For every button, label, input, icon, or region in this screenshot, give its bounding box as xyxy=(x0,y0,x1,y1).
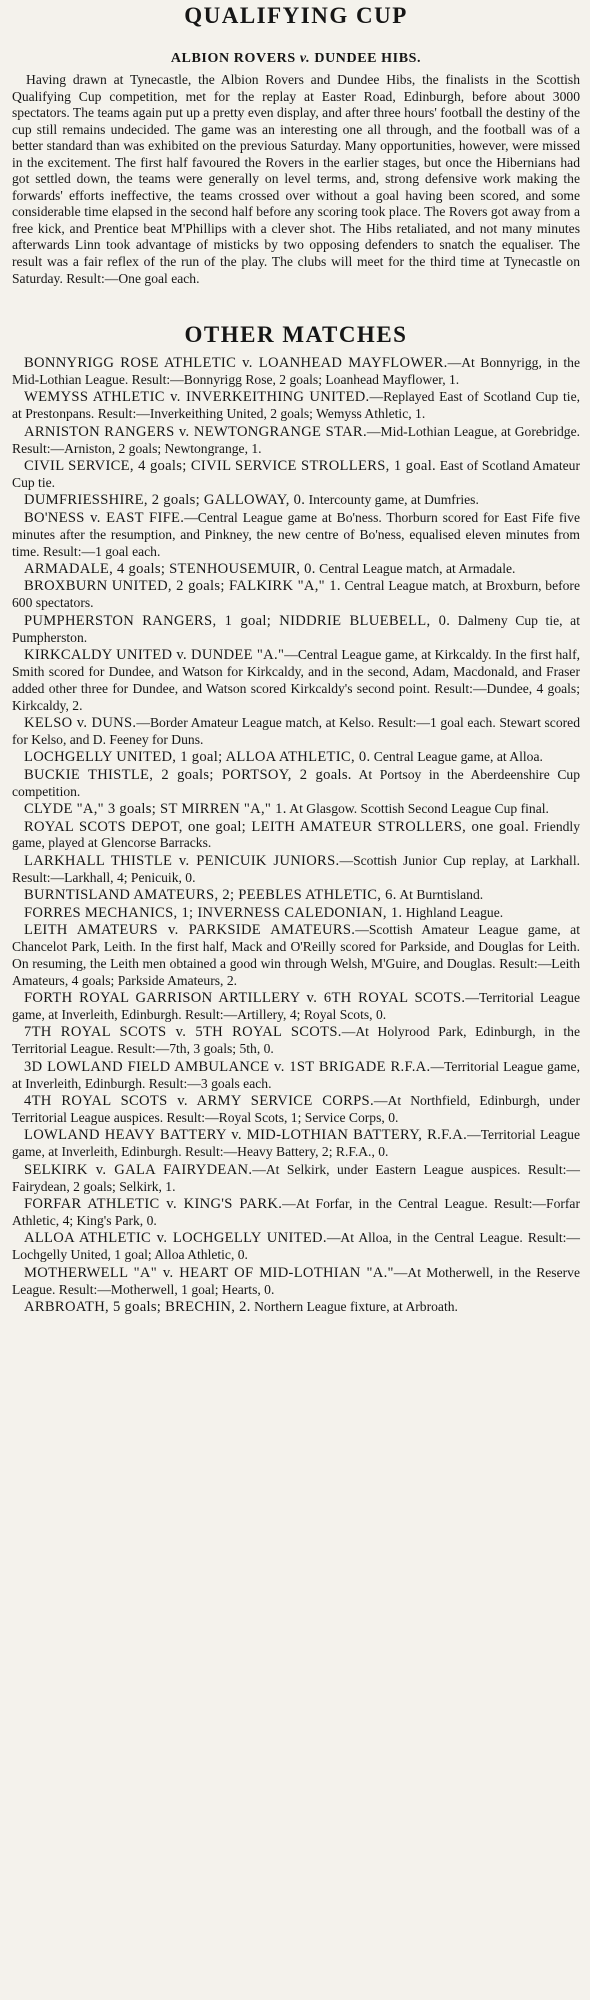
cup-match-away-team: DUNDEE HIBS. xyxy=(314,51,422,66)
match-result-details: —Replayed East of Scotland Cup tie, at Prestonpans. Result:—Inverkeithing United, 2 goals; Wemyss Athletic, 1. xyxy=(12,389,580,422)
match-result-details: —At Holyrood Park, Edinburgh, in the Territorial League. Result:—7th, 3 goals; 5th, 0. xyxy=(12,1024,581,1057)
match-result-item xyxy=(12,887,580,904)
match-result-teams: SELKIRK v. GALA FAIRYDEAN. xyxy=(24,1161,253,1178)
match-result-details: Friendly game, played at Glencorse Barracks. xyxy=(12,818,580,851)
match-result-teams: LOCHGELLY UNITED, 1 goal; ALLOA ATHLETIC, 0. xyxy=(24,749,371,766)
match-result-item xyxy=(12,1024,580,1058)
match-result-item xyxy=(12,1230,580,1264)
match-result-teams: PUMPHERSTON RANGERS, 1 goal; NIDDRIE BLUEBELL, 0. xyxy=(24,612,451,629)
match-result-details: —At Alloa, in the Central League. Result:—Lochgelly United, 1 goal; Alloa Athletic, 0. xyxy=(12,1230,580,1263)
cup-match-versus: v. xyxy=(299,51,311,66)
other-matches-heading: OTHER MATCHES xyxy=(184,322,408,348)
match-result-details: —Territorial League game, at Inverleith, Edinburgh. Result:—Heavy Battery, 2; R.F.A., 0. xyxy=(12,1127,580,1160)
match-result-item xyxy=(12,801,580,818)
match-result-teams: ARBROATH, 5 goals; BRECHIN, 2. xyxy=(24,1298,251,1315)
match-result-teams: KIRKCALDY UNITED v. DUNDEE "A." xyxy=(24,647,285,664)
match-result-item xyxy=(12,492,580,509)
match-result-details: —At Northfield, Edinburgh, under Territorial League auspices. Result:—Royal Scots, 1; Service Corps, 0. xyxy=(12,1093,580,1125)
match-result-teams: FORFAR ATHLETIC v. KING'S PARK. xyxy=(24,1196,283,1213)
qualifying-cup-heading: QUALIFYING CUP xyxy=(184,3,408,28)
match-result-teams: FORRES MECHANICS, 1; INVERNESS CALEDONIAN, 1. xyxy=(24,904,403,921)
match-result-item xyxy=(12,561,580,578)
match-result-details: Highland League. xyxy=(402,904,504,920)
match-result-teams: LOWLAND HEAVY BATTERY v. MID-LOTHIAN BATTERY, R.F.A. xyxy=(24,1127,468,1144)
match-result-item xyxy=(12,1162,580,1196)
match-result-item xyxy=(12,1196,580,1230)
match-result-item xyxy=(12,1127,580,1161)
match-result-item xyxy=(12,922,580,990)
match-result-teams: CLYDE "A," 3 goals; ST MIRREN "A," 1. xyxy=(24,801,287,818)
match-result-item xyxy=(12,578,580,612)
match-result-details: Central League game, at Alloa. xyxy=(370,749,543,765)
match-result-details: East of Scotland Amateur Cup tie. xyxy=(12,458,580,490)
match-result-teams: ARNISTON RANGERS v. NEWTONGRANGE STAR. xyxy=(24,423,367,440)
match-result-details: At Glasgow. Scottish Second League Cup final. xyxy=(286,801,549,817)
match-result-details: Northern League fixture, at Arbroath. xyxy=(250,1298,458,1314)
match-result-details: —At Bonnyrigg, in the Mid-Lothian League. Result:—Bonnyrigg Rose, 2 goals; Loanhead Mayflower, 1. xyxy=(12,355,580,388)
match-result-item xyxy=(12,1093,580,1127)
match-result-teams: MOTHERWELL "A" v. HEART OF MID-LOTHIAN "A." xyxy=(24,1264,394,1281)
match-result-item xyxy=(12,1299,580,1316)
match-result-details: —Mid-Lothian League, at Gorebridge. Result:—Arniston, 2 goals; Newtongrange, 1. xyxy=(12,423,580,456)
match-result-item xyxy=(12,715,580,749)
cup-match-report: Having drawn at Tynecastle, the Albion Rovers and Dundee Hibs, the finalists in the Scottish Qualifying Cup competition, met for the replay at Easter Road, Edinburgh, before about 3000 spectators. The teams again put up a pretty even display, and after three hours' football the destiny of the cup still remains undecided. The game was an interesting one all through, and the football was of a better standard than was exhibited on the previous Saturday. Many opportunities, however, were missed in the excitement. The first half favoured the Rovers in the earlier stages, but once the Hibernians had got settled down, the teams were generally on level terms, and, strong defensive work making the forwards' efforts ineffective, the teams crossed over without a goal having been scored, and some considerable time elapsed in the second half before any scoring took place. The Rovers got away from a free kick, and Prentice beat M'Phillips with a clever shot. The Hibs retaliated, and not many minutes afterwards Linn took advantage of misticks by two opposing defenders to snatch the equaliser. The result was a fair reflex of the run of the play. The clubs will meet for the third time at Tynecastle on Saturday. Result:—One goal each. xyxy=(12,72,580,286)
match-result-item xyxy=(12,355,580,389)
match-result-details: Dalmeny Cup tie, at Pumpherston. xyxy=(12,612,580,645)
cup-match-home-team: ALBION ROVERS xyxy=(170,51,296,66)
match-result-teams: ARMADALE, 4 goals; STENHOUSEMUIR, 0. xyxy=(24,560,316,577)
match-result-details: —Scottish Amateur League game, at Chancelot Park, Leith. In the first half, Mack and O'Reilly scored for Parkside, and Douglas for Leith. On resuming, the Leith men obtained a good win through Welsh, M'Guire, and Douglas. Result:—Leith Amateurs, 4 goals; Parkside Amateurs, 2. xyxy=(12,922,580,988)
match-result-teams: WEMYSS ATHLETIC v. INVERKEITHING UNITED. xyxy=(24,389,370,406)
match-result-details: —Central League game at Bo'ness. Thorburn scored for East Fife five minutes after the resumption, and Pinkney, the new centre of Bo'ness, equalised eleven minutes from time. Result:—1 goal each. xyxy=(12,509,580,559)
match-result-details: —Border Amateur League match, at Kelso. Result:—1 goal each. Stewart scored for Kelso, and D. Feeney for Duns. xyxy=(12,715,580,748)
match-result-teams: 3D LOWLAND FIELD AMBULANCE v. 1ST BRIGADE R.F.A. xyxy=(24,1058,431,1075)
match-result-teams: BO'NESS v. EAST FIFE. xyxy=(24,509,185,526)
match-result-teams: FORTH ROYAL GARRISON ARTILLERY v. 6TH ROYAL SCOTS. xyxy=(24,990,466,1007)
match-result-item xyxy=(12,389,580,423)
match-result-teams: KELSO v. DUNS. xyxy=(24,715,137,732)
match-result-item xyxy=(12,853,580,887)
match-result-details: Central League match, at Broxburn, before 600 spectators. xyxy=(12,578,580,611)
match-result-teams: DUMFRIESSHIRE, 2 goals; GALLOWAY, 0. xyxy=(24,492,306,509)
match-result-teams: LEITH AMATEURS v. PARKSIDE AMATEURS. xyxy=(24,922,356,939)
match-result-details: —Scottish Junior Cup replay, at Larkhall. Result:—Larkhall, 4; Penicuik, 0. xyxy=(12,852,580,885)
match-result-teams: BONNYRIGG ROSE ATHLETIC v. LOANHEAD MAYFLOWER. xyxy=(24,355,448,372)
match-result-details: —Central League game, at Kirkcaldy. In the first half, Smith scored for Dundee, and Watson for Kirkcaldy, and in the second, Adam, Macdonald, and Fraser added other three for Dundee, and Watson scored Kirkcaldy's second point. Result:—Dundee, 4 goals; Kirkcaldy, 2. xyxy=(12,647,580,713)
match-result-details: At Burntisland. xyxy=(396,887,484,903)
match-result-item xyxy=(12,905,580,922)
match-result-teams: ALLOA ATHLETIC v. LOCHGELLY UNITED. xyxy=(24,1230,327,1247)
match-result-item xyxy=(12,613,580,647)
match-result-teams: CIVIL SERVICE, 4 goals; CIVIL SERVICE STROLLERS, 1 goal. xyxy=(24,458,436,475)
match-result-teams: ROYAL SCOTS DEPOT, one goal; LEITH AMATEUR STROLLERS, one goal. xyxy=(24,818,530,835)
match-result-item xyxy=(12,767,580,801)
match-result-teams: 7TH ROYAL SCOTS v. 5TH ROYAL SCOTS. xyxy=(24,1024,342,1041)
match-result-teams: BUCKIE THISTLE, 2 goals; PORTSOY, 2 goals. xyxy=(24,766,352,783)
cup-match-title xyxy=(12,50,580,68)
match-result-details: —At Selkirk, under Eastern League auspices. Result:—Fairydean, 2 goals; Selkirk, 1. xyxy=(12,1161,580,1194)
match-result-item xyxy=(12,819,580,853)
match-result-item xyxy=(12,1059,580,1093)
match-result-teams: 4TH ROYAL SCOTS v. ARMY SERVICE CORPS. xyxy=(24,1093,374,1110)
match-result-item xyxy=(12,1265,580,1299)
match-result-details: —At Forfar, in the Central League. Result:—Forfar Athletic, 4; King's Park, 0. xyxy=(12,1196,580,1228)
match-result-teams: BROXBURN UNITED, 2 goals; FALKIRK "A," 1. xyxy=(24,578,341,595)
match-result-item xyxy=(12,424,580,458)
match-result-item xyxy=(12,458,580,492)
match-result-details: —Territorial League game, at Inverleith, Edinburgh. Result:—3 goals each. xyxy=(12,1058,580,1091)
match-result-item xyxy=(12,990,580,1024)
match-result-item xyxy=(12,749,580,766)
match-result-item xyxy=(12,510,580,561)
match-result-teams: LARKHALL THISTLE v. PENICUIK JUNIORS. xyxy=(24,852,340,869)
match-result-teams: BURNTISLAND AMATEURS, 2; PEEBLES ATHLETIC, 6. xyxy=(24,887,397,904)
match-results-list xyxy=(12,355,580,1316)
match-result-details: At Portsoy in the Aberdeenshire Cup competition. xyxy=(12,766,580,799)
match-result-details: Central League match, at Armadale. xyxy=(315,560,516,576)
match-result-item xyxy=(12,647,580,715)
match-result-details: —At Motherwell, in the Reserve League. Result:—Motherwell, 1 goal; Hearts, 0. xyxy=(12,1264,580,1297)
match-result-details: —Territorial League game, at Inverleith, Edinburgh. Result:—Artillery, 4; Royal Scots, 0. xyxy=(12,990,580,1023)
match-result-details: Intercounty game, at Dumfries. xyxy=(305,492,479,508)
